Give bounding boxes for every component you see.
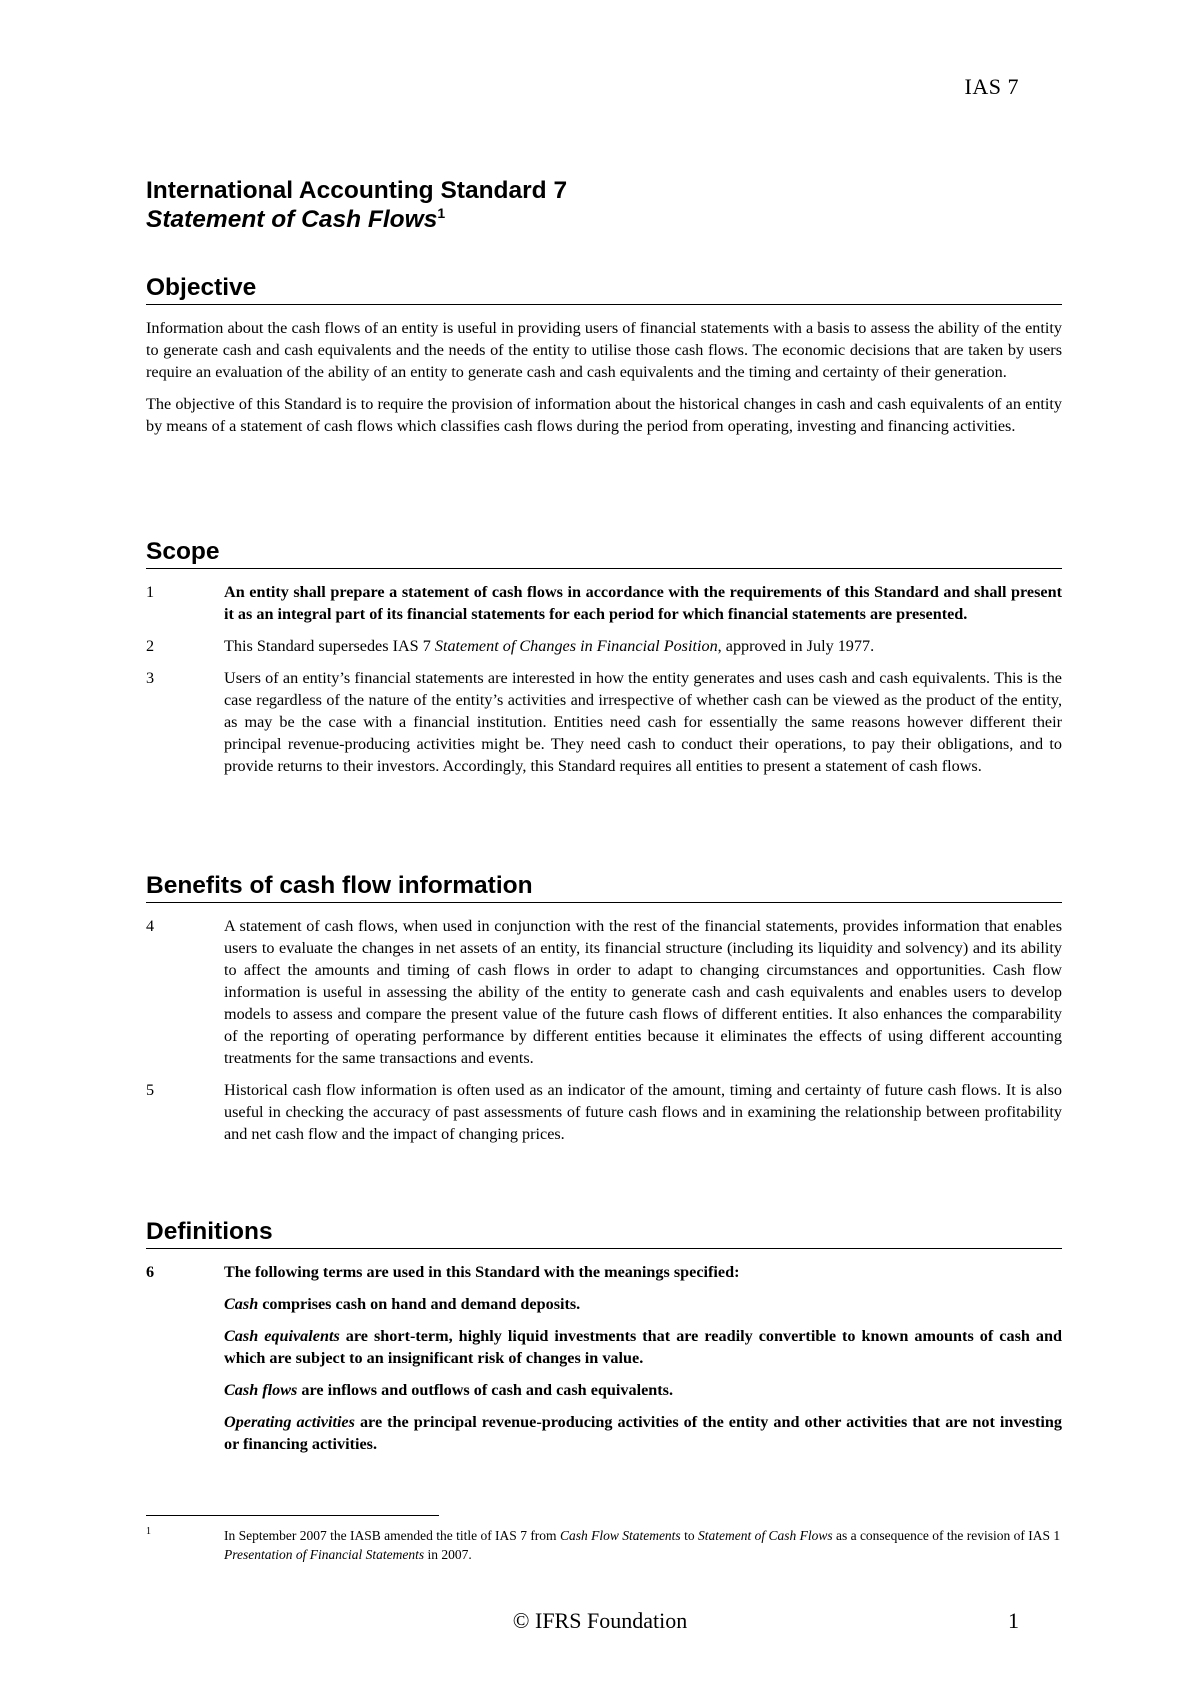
standard-title: Statement of Changes in Financial Position <box>434 637 718 655</box>
definition-text: are the principal revenue‑producing activities of the entity and other activities that are not investing or financing activities. <box>224 1413 1062 1453</box>
benefits-heading: Benefits of cash flow information <box>146 872 1062 903</box>
new-title: Statement of Cash Flows <box>697 1528 833 1543</box>
header-standard-ref: IAS 7 <box>964 74 1019 99</box>
term: Cash <box>224 1295 259 1313</box>
paragraph-4 <box>146 915 1062 1069</box>
footer-copyright: © IFRS Foundation <box>512 1608 688 1633</box>
title-block <box>146 176 1062 234</box>
definitions-section <box>146 1218 1062 1465</box>
document-title: International Accounting Standard 7 <box>146 177 568 204</box>
paragraph-5 <box>146 1079 1062 1145</box>
objective-heading: Objective <box>146 274 1062 305</box>
paragraph-3 <box>146 667 1062 777</box>
subtitle-footnote-ref[interactable]: 1 <box>437 204 446 221</box>
paragraph-text: An entity shall prepare a statement of cash flows in accordance with the requirements of this Standard and shall present it as an integral part of its financial statements for each period for which financial statements are presented. <box>224 583 1062 623</box>
definition-cash-equivalents <box>224 1325 1062 1369</box>
text-run: to <box>680 1528 698 1543</box>
subtitle-text: Statement of Cash Flows <box>146 206 438 233</box>
term: Cash flows <box>224 1381 298 1399</box>
objective-paragraph-2: The objective of this Standard is to require the provision of information about the historical changes in cash and cash equivalents of an entity by means of a statement of cash flows which classifies cash flows during the period from operating, investing and financing activities. <box>146 395 1062 435</box>
paragraph-number: 5 <box>146 1081 155 1099</box>
definition-cash <box>224 1293 1062 1315</box>
footnote-mark: 1 <box>146 1526 151 1537</box>
objective-section <box>146 274 1062 447</box>
term: Cash equivalents <box>224 1327 340 1345</box>
definition-operating-activities <box>224 1411 1062 1455</box>
old-title: Cash Flow Statements <box>559 1528 681 1543</box>
term: Operating activities <box>224 1413 355 1431</box>
document-subtitle <box>146 205 1062 234</box>
text-run: in 2007. <box>424 1547 472 1562</box>
paragraph-number: 4 <box>146 917 155 935</box>
definition-cash-flows <box>224 1379 1062 1401</box>
paragraph-text: The following terms are used in this Standard with the meanings specified: <box>224 1263 740 1281</box>
footnote <box>146 1526 1062 1564</box>
footer-page-number: 1 <box>1008 1608 1019 1633</box>
paragraph-number: 2 <box>146 637 155 655</box>
definitions-heading: Definitions <box>146 1218 1062 1249</box>
paragraph-text: A statement of cash flows, when used in conjunction with the rest of the financial statements, provides information that enables users to evaluate the changes in net assets of an entity, its financial structure (including its liquidity and solvency) and its ability to affect the amounts and timing of cash flows in order to adapt to changing circumstances and opportunities. Cash flow information is useful in assessing the ability of the entity to generate cash and cash equivalents and enables users to develop models to assess and compare the present value of the future cash flows of different entities. It also enhances the comparability of the reporting of operating performance by different entities because it eliminates the effects of using different accounting treatments for the same transactions and events. <box>224 917 1062 1067</box>
text-run: This Standard supersedes IAS 7 <box>224 637 435 655</box>
paragraph-number: 6 <box>146 1263 155 1281</box>
paragraph-text: Users of an entity’s financial statements are interested in how the entity generates and uses cash and cash equivalents. This is the case regardless of the nature of the entity’s activities and irrespective of whether cash can be viewed as the product of the entity, as may be the case with a financial institution. Entities need cash for essentially the same reasons however different their principal revenue‑producing activities might be. They need cash to conduct their operations, to pay their obligations, and to provide returns to their investors. Accordingly, this Standard requires all entities to present a statement of cash flows. <box>224 669 1062 775</box>
paragraph-2 <box>146 635 1062 657</box>
scope-section <box>146 538 1062 787</box>
benefits-section <box>146 872 1062 1155</box>
ias1-title: Presentation of Financial Statements <box>224 1547 425 1562</box>
definition-text: are short‑term, highly liquid investments that are readily convertible to known amounts of cash and which are subject to an insignificant risk of changes in value. <box>224 1327 1062 1367</box>
text-run: , approved in July 1977. <box>717 637 875 655</box>
footnote-separator <box>146 1515 439 1516</box>
scope-heading: Scope <box>146 538 1062 569</box>
definition-text: comprises cash on hand and demand deposits. <box>258 1295 581 1313</box>
footnote-text <box>224 1526 1062 1564</box>
definition-text: are inflows and outflows of cash and cash equivalents. <box>297 1381 673 1399</box>
text-run: as a consequence of the revision of IAS 1 <box>832 1528 1061 1543</box>
paragraph-text <box>224 635 1062 657</box>
paragraph-number: 1 <box>146 583 155 601</box>
paragraph-1 <box>146 581 1062 625</box>
paragraph-number: 3 <box>146 669 155 687</box>
text-run: In September 2007 the IASB amended the title of IAS 7 from <box>224 1528 560 1543</box>
objective-paragraph-1: Information about the cash flows of an entity is useful in providing users of financial statements with a basis to assess the ability of the entity to generate cash and cash equivalents and the needs of the entity to utilise those cash flows. The economic decisions that are taken by users require an evaluation of the ability of an entity to generate cash and cash equivalents and the timing and certainty of their generation. <box>146 319 1062 381</box>
paragraph-text: Historical cash flow information is often used as an indicator of the amount, timing and certainty of future cash flows. It is also useful in checking the accuracy of past assessments of future cash flows and in examining the relationship between profitability and net cash flow and the impact of changing prices. <box>224 1081 1062 1143</box>
paragraph-6 <box>146 1261 1062 1283</box>
